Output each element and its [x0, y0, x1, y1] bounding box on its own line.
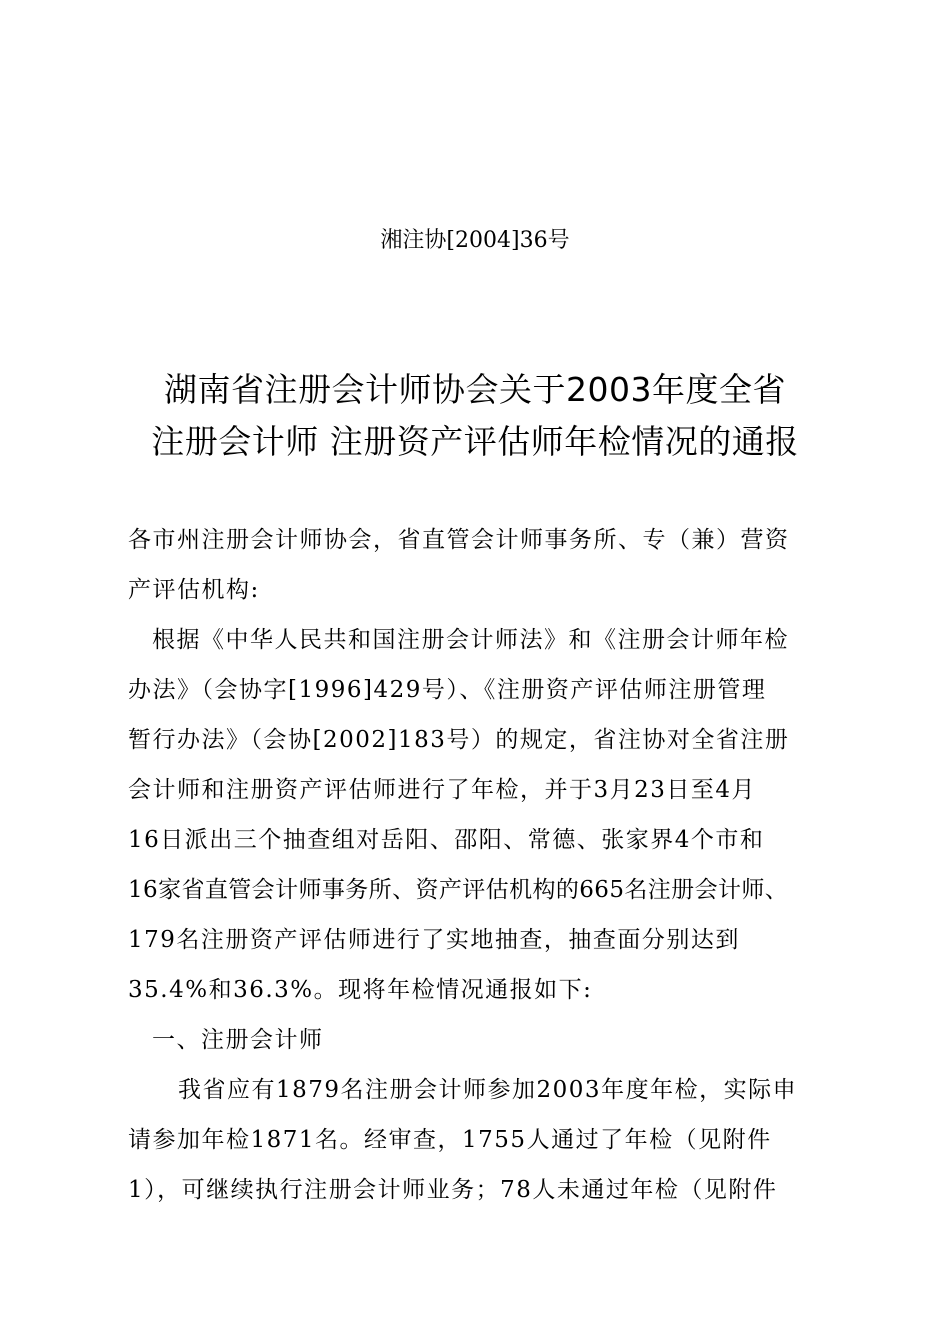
body-line: 35.4%和36.3%。现将年检情况通报如下: — [128, 977, 593, 1003]
document-title-line-2: 注册会计师 注册资产评估师年检情况的通报 — [151, 422, 799, 461]
salutation-line-1: 各市州注册会计师协会，省直管会计师事务所、专（兼）营资 — [128, 527, 790, 553]
body-line: 16家省直管会计师事务所、资产评估机构的665名注册会计师、 — [128, 877, 789, 903]
body-line: 我省应有1879名注册会计师参加2003年度年检，实际申 — [178, 1077, 798, 1103]
body-line: 请参加年检1871名。经审查，1755人通过了年检（见附件 — [128, 1127, 772, 1153]
body-line: 1），可继续执行注册会计师业务；78人未通过年检（见附件 — [128, 1177, 778, 1203]
body-line: 根据《中华人民共和国注册会计师法》和《注册会计师年检 — [152, 627, 789, 653]
body-line: 办法》（会协字[1996]429号）、《注册资产评估师注册管理 — [128, 677, 767, 703]
section-heading: 一、注册会计师 — [152, 1027, 324, 1053]
body-line: 179名注册资产评估师进行了实地抽查，抽查面分别达到 — [128, 927, 740, 953]
salutation-line-2: 产评估机构: — [128, 577, 260, 603]
body-line: 暂行办法》（会协[2002]183号）的规定，省注协对全省注册 — [128, 727, 790, 753]
body-line: 会计师和注册资产评估师进行了年检，并于3月23日至4月 — [128, 777, 757, 803]
document-number: 湘注协[2004]36号 — [380, 228, 570, 253]
document-title-line-1: 湖南省注册会计师协会关于2003年度全省 — [164, 370, 786, 409]
body-line: 16日派出三个抽查组对岳阳、邵阳、常德、张家界4个市和 — [128, 827, 765, 853]
